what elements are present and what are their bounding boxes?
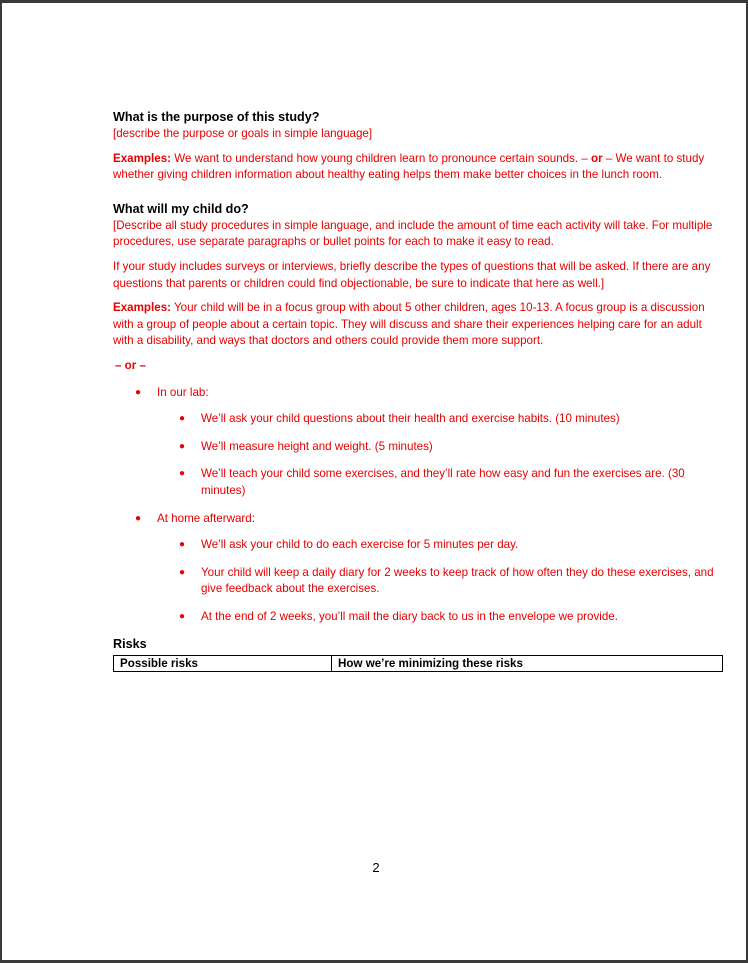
list-item-text: Your child will keep a daily diary for 2 weeks to keep track of how often they do these exercises, and give feedback about the exercises. bbox=[201, 565, 714, 596]
page-number: 2 bbox=[372, 860, 380, 875]
child-heading: What will my child do? bbox=[113, 201, 249, 216]
list-item-text: We’ll ask your child to do each exercise for 5 minutes per day. bbox=[201, 538, 519, 552]
bullet-icon: ● bbox=[179, 413, 186, 425]
page-content bbox=[113, 109, 725, 672]
risks-table bbox=[113, 655, 723, 672]
procedure-group bbox=[113, 385, 725, 500]
procedure-sublist bbox=[157, 537, 725, 625]
purpose-examples bbox=[113, 151, 725, 184]
table-row bbox=[114, 656, 723, 672]
purpose-or-label: or bbox=[591, 151, 603, 165]
list-item bbox=[157, 439, 725, 456]
child-instruction-2: If your study includes surveys or interviews, briefly describe the types of questions that will be asked. If there are any questions that parents or children could find objectionable, be sure to indicate that here as well.] bbox=[113, 259, 711, 290]
purpose-instruction: [describe the purpose or goals in simple language] bbox=[113, 127, 373, 140]
list-item-text: We’ll measure height and weight. (5 minutes) bbox=[201, 439, 433, 453]
list-item bbox=[157, 537, 725, 554]
bullet-icon: ● bbox=[135, 386, 142, 398]
child-instruction-1: [Describe all study procedures in simple language, and include the amount of time each activity will take. For multiple procedures, use separate paragraphs or bullet points for each to make it easy to read. bbox=[113, 218, 713, 249]
bullet-icon: ● bbox=[135, 512, 142, 524]
procedure-group bbox=[113, 511, 725, 626]
purpose-examples-label: Examples: bbox=[113, 151, 171, 165]
list-item-text: At the end of 2 weeks, you’ll mail the diary back to us in the envelope we provide. bbox=[201, 609, 618, 623]
child-examples-label: Examples: bbox=[113, 301, 171, 315]
procedure-sublist bbox=[157, 411, 725, 499]
purpose-heading: What is the purpose of this study? bbox=[113, 110, 320, 124]
risks-col-possible: Possible risks bbox=[114, 656, 332, 672]
risks-heading: Risks bbox=[113, 637, 147, 652]
bullet-icon: ● bbox=[179, 440, 186, 452]
child-examples-text: Your child will be in a focus group with about 5 other children, ages 10-13. A focus group is a discussion with a group of people about a certain topic. They will discuss and share their experiences helping care for an adult with a disability, and ways that doctors and others could provide them more support. bbox=[113, 301, 705, 348]
bullet-icon: ● bbox=[179, 539, 186, 551]
list-item bbox=[157, 565, 725, 598]
procedure-list bbox=[113, 385, 725, 626]
list-item bbox=[157, 411, 725, 428]
child-examples bbox=[113, 300, 725, 350]
or-separator: – or – bbox=[115, 358, 146, 372]
purpose-examples-text-1: We want to understand how young children learn to pronounce certain sounds. – bbox=[171, 151, 592, 165]
procedure-group-label: In our lab: bbox=[157, 385, 209, 399]
purpose-examples-text-2: – We want to study whether giving children information about healthy eating helps them make better choices in the lunch room. bbox=[113, 151, 705, 182]
list-item-text: We’ll teach your child some exercises, and they’ll rate how easy and fun the exercises are. (30 minutes) bbox=[201, 467, 685, 497]
list-item-text: We’ll ask your child questions about their health and exercise habits. (10 minutes) bbox=[201, 412, 620, 426]
bullet-icon: ● bbox=[179, 566, 186, 578]
risks-col-minimizing: How we’re minimizing these risks bbox=[332, 656, 723, 672]
procedure-group-label: At home afterward: bbox=[157, 511, 255, 525]
bullet-icon: ● bbox=[179, 610, 186, 622]
list-item bbox=[157, 609, 725, 626]
list-item bbox=[157, 466, 725, 499]
bullet-icon: ● bbox=[179, 468, 186, 480]
